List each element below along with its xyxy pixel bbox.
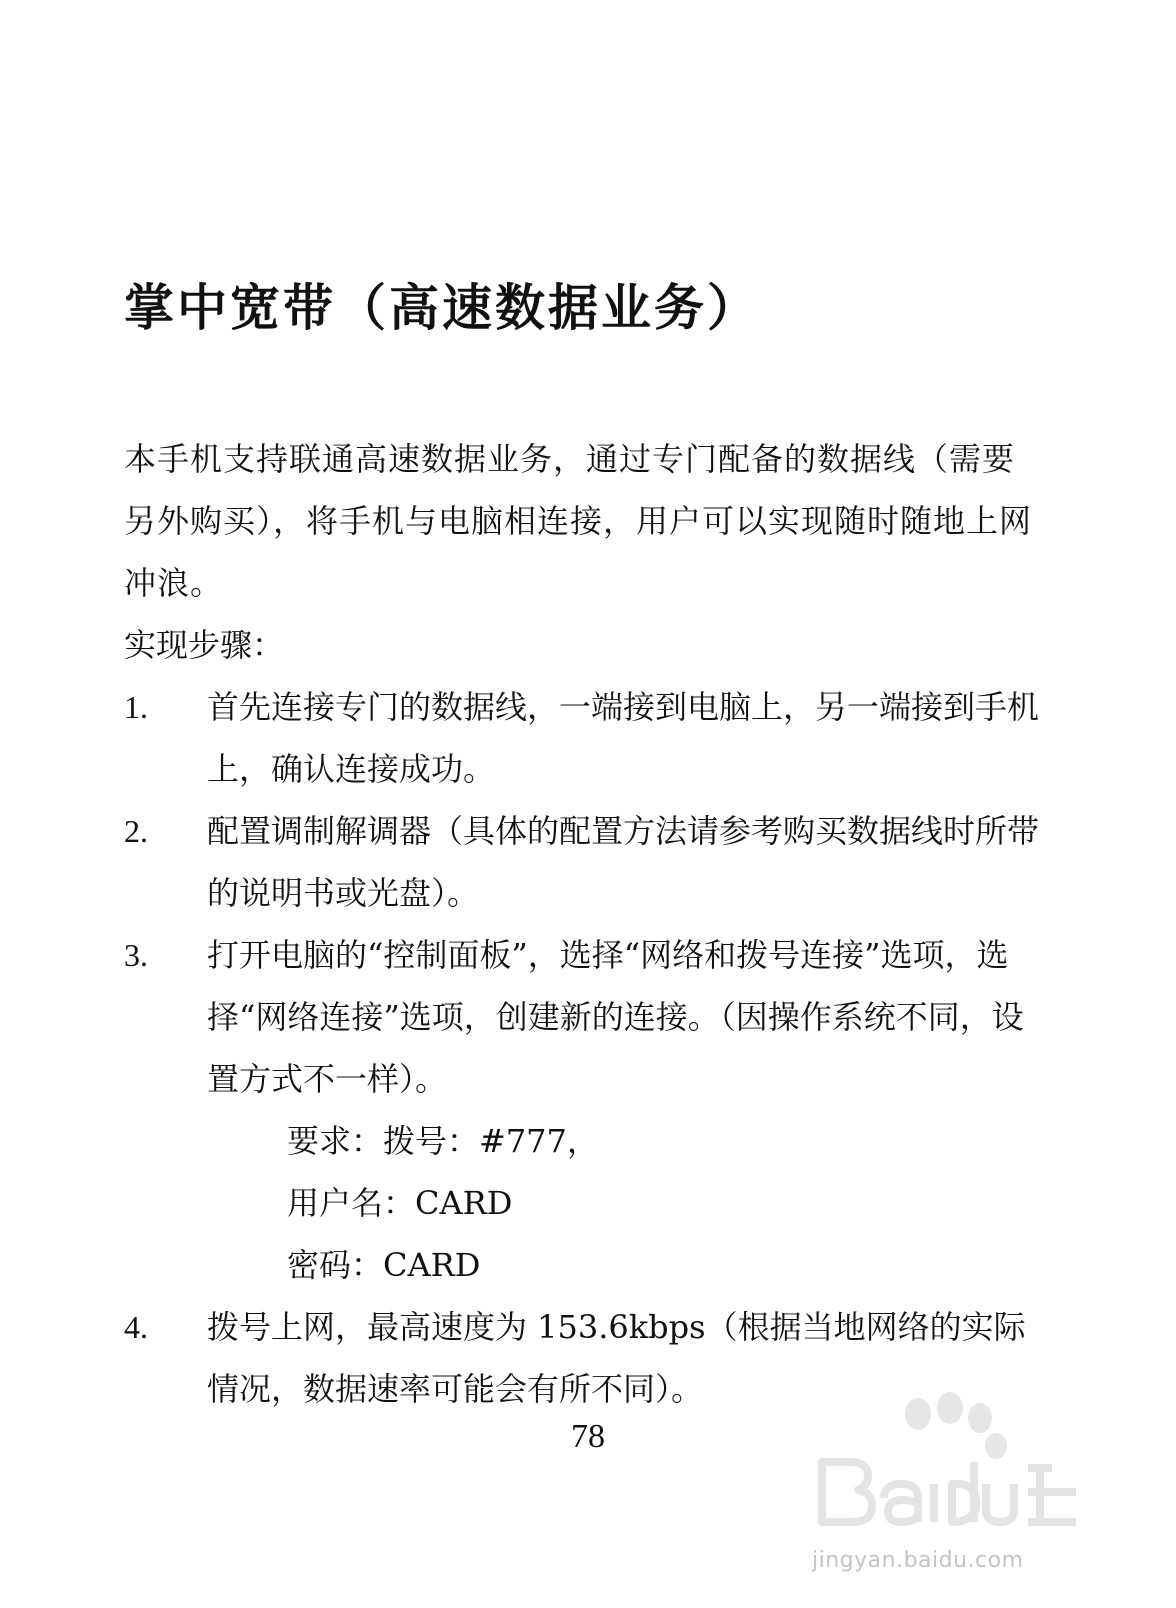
page-title: 掌中宽带（高速数据业务） — [124, 279, 760, 337]
intro-paragraph: 本手机支持联通高速数据业务，通过专门配备的数据线（需要另外购买），将手机与电脑相连接，用户可以实现随时随地上网冲浪。 — [124, 440, 1033, 602]
step-text: 拨号上网，最高速度为 153.6kbps（根据当地网络的实际情况，数据速率可能会有所不同）。 — [207, 1308, 1026, 1408]
step-number: 2. — [124, 813, 148, 849]
steps-heading: 实现步骤： — [124, 626, 285, 664]
page-number: 78 — [571, 1418, 605, 1455]
requirement-dial: 要求：拨号：#777， — [287, 1122, 599, 1160]
watermark-url: jingyan.baidu.com — [812, 1548, 1024, 1573]
paw-logo-icon — [814, 1388, 1084, 1548]
step-item — [124, 924, 1044, 1110]
step-text: 打开电脑的“控制面板”，选择“网络和拨号连接”选项，选择“网络连接”选项，创建新的连接。（因操作系统不同，设置方式不一样）。 — [207, 936, 1024, 1098]
step-number: 1. — [124, 689, 148, 725]
step-item — [124, 800, 1044, 924]
step-text: 配置调制解调器（具体的配置方法请参考购买数据线时所带的说明书或光盘）。 — [207, 812, 1040, 912]
step-number: 3. — [124, 937, 148, 973]
step-number: 4. — [124, 1309, 148, 1345]
step-item — [124, 676, 1044, 800]
document-body — [124, 428, 1044, 1420]
requirement-password: 密码：CARD — [287, 1246, 481, 1284]
requirement-username: 用户名：CARD — [287, 1184, 513, 1222]
step-text: 首先连接专门的数据线，一端接到电脑上，另一端接到手机上，确认连接成功。 — [207, 688, 1040, 788]
